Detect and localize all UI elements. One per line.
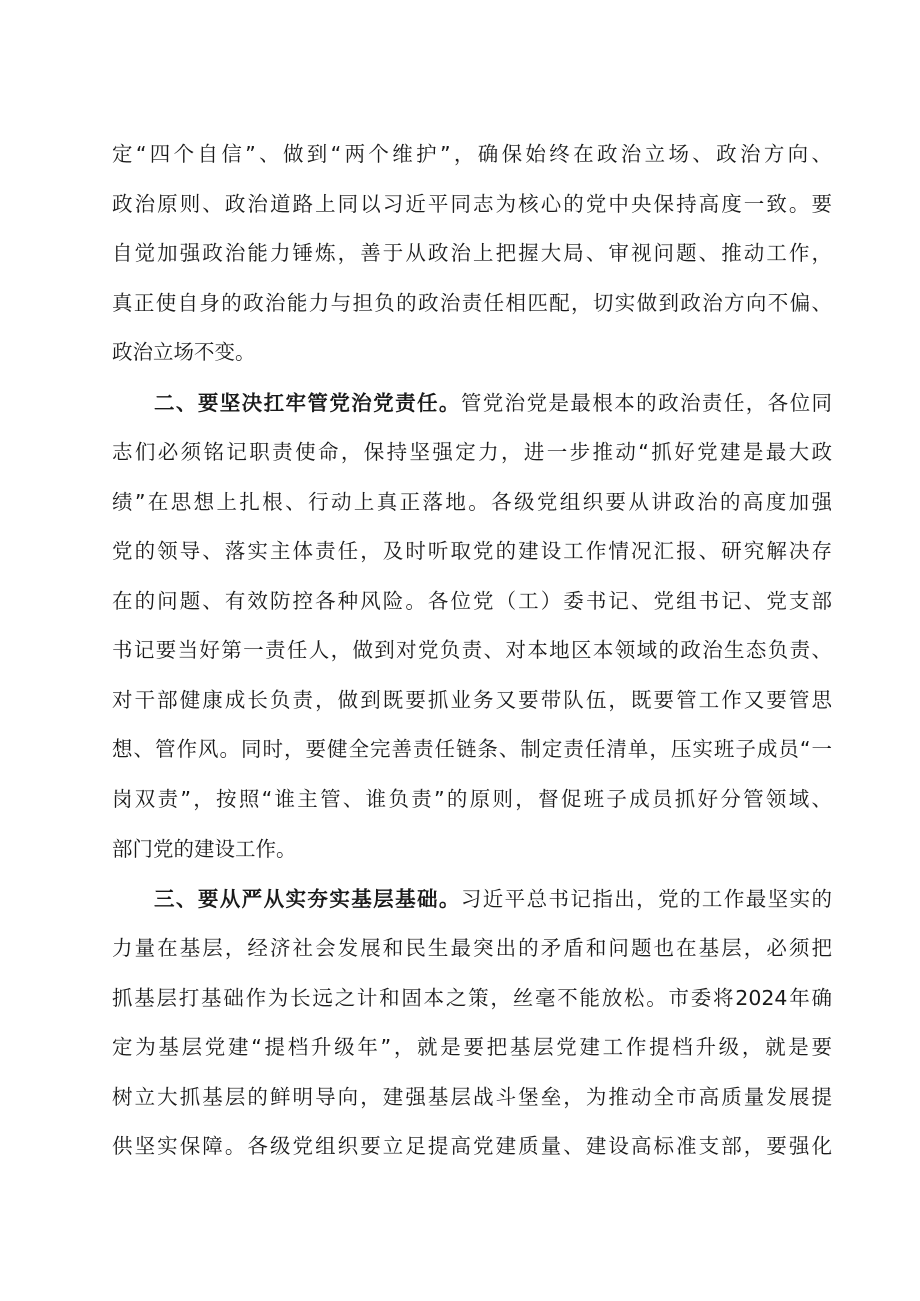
text-line: 政治立场不变。 [112, 340, 256, 364]
text-run: 管党治党是最根本的政治责任，各位同 [460, 391, 833, 415]
text-line: 树立大抓基层的鲜明导向，建强基层战斗堡垒，为推动全市高质量发展提 [112, 1085, 832, 1109]
text-run: 习近平总书记指出，党的工作最坚实的 [460, 887, 833, 911]
paragraph-first-line [154, 879, 832, 919]
text-line: 定“四个自信”、做到“两个维护”，确保始终在政治立场、政治方向、 [112, 142, 832, 166]
text-line: 书记要当好第一责任人，做到对党负责、对本地区本领域的政治生态负责、 [112, 638, 832, 662]
text-line: 自觉加强政治能力锤炼，善于从政治上把握大局、审视问题、推动工作， [112, 241, 832, 265]
text-line: 在的问题、有效防控各种风险。各位党（工）委书记、党组书记、党支部 [112, 589, 832, 613]
paragraph-first-line [154, 383, 832, 423]
text-line: 部门党的建设工作。 [112, 837, 297, 861]
text-line: 力量在基层，经济社会发展和民生最突出的矛盾和问题也在基层，必须把 [112, 936, 832, 960]
text-line: 想、管作风。同时，要健全完善责任链条、制定责任清单，压实班子成员“一 [112, 737, 832, 761]
text-line: 绩”在思想上扎根、行动上真正落地。各级党组织要从讲政治的高度加强 [112, 490, 832, 514]
text-line: 岗双责”，按照“谁主管、谁负责”的原则，督促班子成员抓好分管领域、 [112, 787, 832, 811]
text-line: 党的领导、落实主体责任，及时听取党的建设工作情况汇报、研究解决存 [112, 539, 832, 563]
text-line: 定为基层党建“提档升级年”，就是要把基层党建工作提档升级，就是要 [112, 1035, 832, 1059]
section-heading: 三、要从严从实夯实基层基础。 [154, 887, 461, 911]
text-line: 真正使自身的政治能力与担负的政治责任相匹配，切实做到政治方向不偏、 [112, 291, 832, 315]
section-heading: 二、要坚决扛牢管党治党责任。 [154, 391, 461, 415]
text-line: 供坚实保障。各级党组织要立足提高党建质量、建设高标准支部，要强化 [112, 1134, 832, 1158]
text-line: 抓基层打基础作为长远之计和固本之策，丝毫不能放松。市委将2024年确 [112, 986, 832, 1010]
text-line: 政治原则、政治道路上同以习近平同志为核心的党中央保持高度一致。要 [112, 192, 832, 216]
text-line: 志们必须铭记职责使命，保持坚强定力，进一步推动“抓好党建是最大政 [112, 440, 832, 464]
text-line: 对干部健康成长负责，做到既要抓业务又要带队伍，既要管工作又要管思 [112, 688, 832, 712]
